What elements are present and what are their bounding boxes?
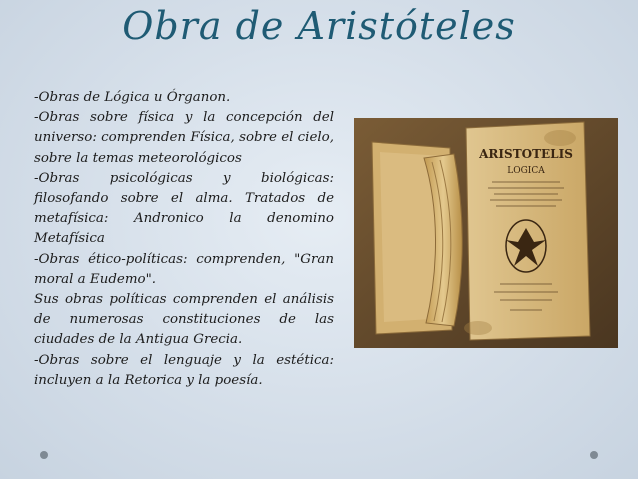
paragraph-fisica: -Obras sobre física y la concepción del universo: comprenden Física, sobre el cielo, sobre la temas meteorológicos bbox=[34, 110, 334, 166]
paragraph-lenguaje: -Obras sobre el lenguaje y la estética: incluyen a la Retorica y la poesía. bbox=[34, 352, 334, 388]
antique-book-image bbox=[354, 118, 618, 348]
paragraph-logica: -Obras de Lógica u Órganon. bbox=[34, 90, 231, 105]
book-photo bbox=[354, 118, 618, 348]
book-title-text: ARISTOTELIS bbox=[479, 147, 573, 161]
paragraph-psicologicas: -Obras psicológicas y biológicas: filosofando sobre el alma. Tratados de metafísica: Andronico la denomino Metafísica bbox=[34, 170, 334, 247]
slide-title: Obra de Aristóteles bbox=[122, 4, 516, 48]
slide-body bbox=[34, 88, 334, 391]
slide-dot-right bbox=[590, 451, 598, 459]
paragraph-etico-politicas: -Obras ético-políticas: comprenden, "Gran moral a Eudemo". bbox=[34, 251, 334, 287]
slide-dot-left bbox=[40, 451, 48, 459]
book-subtitle-text: LOGICA bbox=[507, 166, 545, 176]
paragraph-politicas: Sus obras políticas comprenden el análisis de numerosas constituciones de las ciudades de la Antigua Grecia. bbox=[34, 292, 334, 348]
